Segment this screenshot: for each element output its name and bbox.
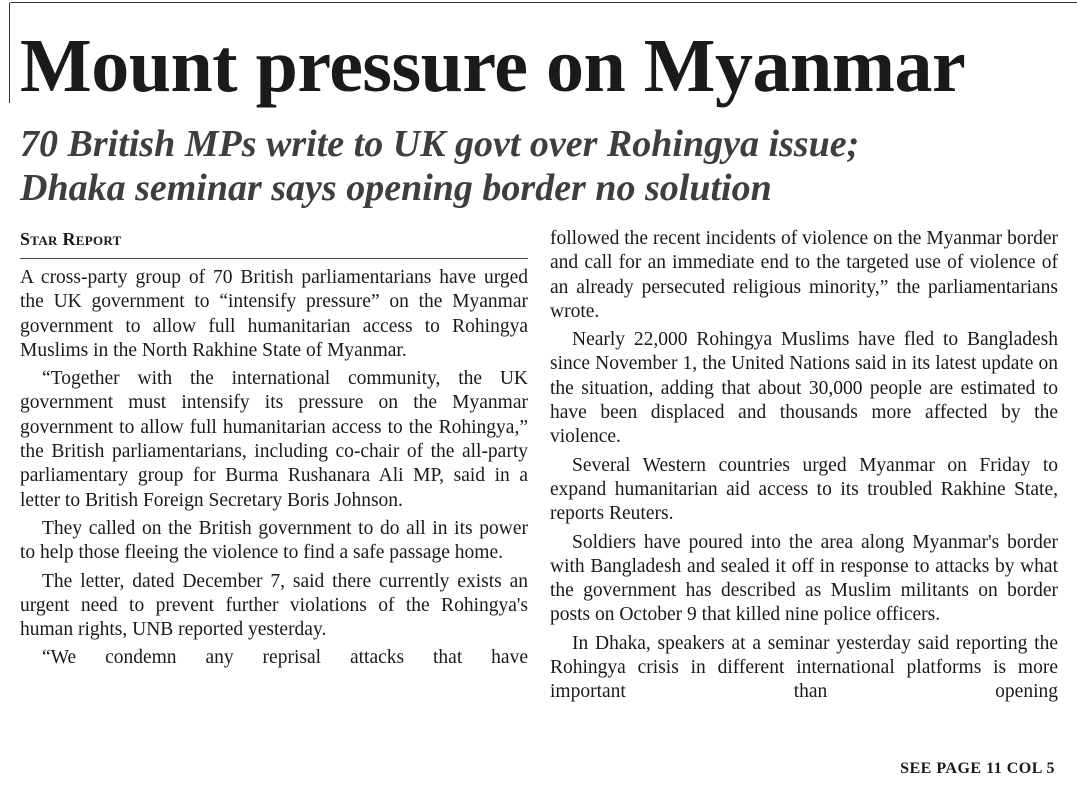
top-rule bbox=[10, 2, 1077, 3]
paragraph: A cross-party group of 70 British parliamentarians have urged the UK government to “intensify pressure” on the Myanmar government to allow full humanitarian access to Rohingya Muslims in the North Rakhine State of Myanmar. bbox=[20, 267, 528, 361]
side-rule bbox=[9, 3, 10, 103]
subheadline-line-2: Dhaka seminar says opening border no solution bbox=[20, 167, 772, 209]
article-column-left bbox=[20, 266, 528, 796]
paragraph: “Together with the international community, the UK government must intensify its pressure on the Myanmar government to allow full humanitarian access to the Rohingya,” the British parliamentarians, including co-chair of the all-party parliamentary group for Burma Rushanara Ali MP, said in a letter to British Foreign Secretary Boris Johnson. bbox=[20, 368, 528, 511]
article-column-right bbox=[550, 227, 1058, 767]
paragraph: Several Western countries urged Myanmar on Friday to expand humanitarian aid access to its troubled Rakhine State, reports Reuters. bbox=[550, 454, 1058, 525]
paragraph: In Dhaka, speakers at a seminar yesterday said reporting the Rohingya crisis in different international platforms is more important than opening bbox=[550, 632, 1058, 703]
paragraph: The letter, dated December 7, said there currently exists an urgent need to prevent further violations of the Rohingya's human rights, UNB reported yesterday. bbox=[20, 570, 528, 641]
paragraph: “We condemn any reprisal attacks that have bbox=[42, 647, 528, 669]
byline-rule bbox=[20, 258, 528, 259]
paragraph: followed the recent incidents of violence on the Myanmar border and call for an immediate end to the targeted use of violence of an already persecuted religious minority,” the parliamentarians wrote. bbox=[550, 228, 1058, 322]
byline: Star Report bbox=[20, 229, 122, 249]
subheadline-line-1: 70 British MPs write to UK govt over Rohingya issue; bbox=[20, 123, 860, 165]
paragraph: They called on the British government to do all in its power to help those fleeing the violence to find a safe passage home. bbox=[20, 517, 528, 564]
jump-line[interactable]: SEE PAGE 11 COL 5 bbox=[900, 760, 1055, 777]
headline: Mount pressure on Myanmar bbox=[20, 24, 966, 108]
paragraph: Soldiers have poured into the area along Myanmar's border with Bangladesh and sealed it off in response to attacks by what the government has described as Muslim militants on border posts on October 9 that killed nine police officers. bbox=[550, 531, 1058, 626]
paragraph: Nearly 22,000 Rohingya Muslims have fled to Bangladesh since November 1, the United Nations said in its latest update on the situation, adding that about 30,000 people are estimated to have been displaced and thousands more affected by the violence. bbox=[550, 329, 1058, 448]
subheadline bbox=[20, 122, 1070, 210]
